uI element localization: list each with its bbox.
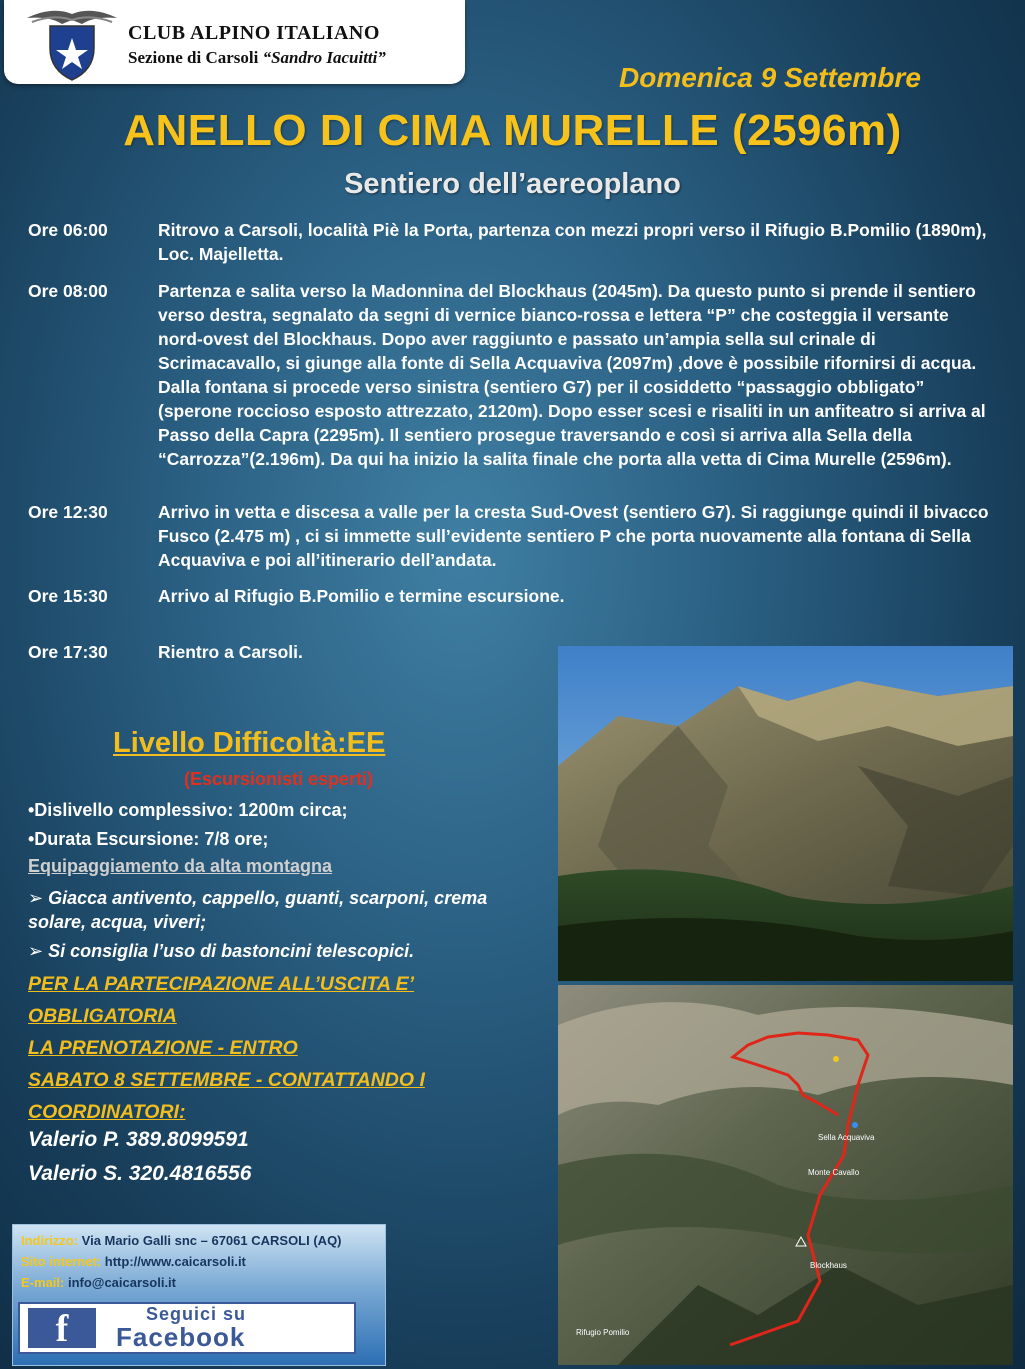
map-label-blockhaus: Blockhaus	[810, 1261, 847, 1270]
booking-line: OBBLIGATORIA	[28, 1005, 177, 1027]
schedule-time: Ore 15:30	[28, 586, 108, 606]
route-map	[558, 985, 1013, 1365]
equipment-item: ➢ Si consiglia l’uso di bastoncini telescopici.	[28, 941, 415, 961]
schedule-time: Ore 12:30	[28, 502, 108, 522]
elevation-info: •Dislivello complessivo: 1200m circa;	[28, 800, 348, 820]
difficulty-subtitle: (Escursionisti esperti)	[184, 769, 374, 789]
waypoint-marker	[852, 1122, 858, 1128]
map-label-monte-cavallo: Monte Cavallo	[808, 1168, 860, 1177]
org-section	[128, 48, 386, 68]
schedule-text: Arrivo al Rifugio B.Pomilio e termine escursione.	[158, 586, 565, 606]
site-label: Sito internet:	[21, 1254, 102, 1269]
booking-line: COORDINATORI:	[28, 1101, 186, 1123]
equipment-title: Equipaggiamento da alta montagna	[28, 856, 333, 876]
page-subtitle: Sentiero dell’aereoplano	[344, 168, 681, 200]
equipment-item: ➢ Giacca antivento, cappello, guanti, scarponi, crema solare, acqua, viveri;	[28, 888, 488, 932]
mountain-photo	[558, 646, 1013, 981]
address-label: Indirizzo:	[21, 1233, 79, 1248]
facebook-follow-label: Seguici su	[146, 1304, 247, 1324]
page-title: ANELLO DI CIMA MURELLE (2596m)	[123, 106, 902, 155]
header-logo-box	[4, 0, 465, 84]
event-date: Domenica 9 Settembre	[619, 62, 921, 93]
facebook-icon: f	[28, 1308, 96, 1348]
email-label: E-mail:	[21, 1275, 65, 1290]
booking-line: LA PRENOTAZIONE - ENTRO	[28, 1037, 298, 1059]
email-link[interactable]: info@caicarsoli.it	[64, 1275, 176, 1290]
difficulty-title: Livello Difficoltà:EE	[113, 727, 386, 759]
footer-site	[21, 1254, 246, 1269]
map-label-sella-acquaviva: Sella Acquaviva	[818, 1133, 875, 1142]
schedule-text: Ritrovo a Carsoli, località Piè la Porta, partenza con mezzi propri verso il Rifugio B.Pomilio (1890m), Loc. Majelletta.	[158, 220, 987, 264]
footer-email	[21, 1275, 176, 1290]
facebook-label: Facebook	[116, 1322, 246, 1352]
section-name: “Sandro Iacuitti”	[262, 48, 386, 67]
footer-address	[21, 1233, 342, 1248]
cai-emblem-icon	[22, 4, 122, 82]
schedule-time: Ore 08:00	[28, 281, 108, 301]
map-label-rifugio: Rifugio Pomilio	[576, 1328, 630, 1337]
schedule-time: Ore 17:30	[28, 642, 108, 662]
contact-phone: Valerio S. 320.4816556	[28, 1162, 252, 1185]
schedule-time: Ore 06:00	[28, 220, 108, 240]
section-prefix: Sezione di Carsoli	[128, 48, 263, 67]
org-name: CLUB ALPINO ITALIANO	[128, 22, 380, 44]
site-link[interactable]: http://www.caicarsoli.it	[101, 1254, 246, 1269]
duration-info: •Durata Escursione: 7/8 ore;	[28, 829, 269, 849]
schedule-text: Arrivo in vetta e discesa a valle per la cresta Sud-Ovest (sentiero G7). Si raggiunge quindi il bivacco Fusco (2.475 m) , ci si immette sull’evidente sentiero P che porta nuovamente alla fontana di Sella Acquaviva e poi all’itinerario dell’andata.	[158, 502, 989, 570]
address-value: Via Mario Galli snc – 67061 CARSOLI (AQ)	[78, 1233, 342, 1248]
booking-line: PER LA PARTECIPAZIONE ALL’USCITA E’	[28, 973, 415, 995]
booking-notice	[28, 968, 508, 1128]
facebook-button[interactable]	[18, 1302, 356, 1354]
schedule-text: Rientro a Carsoli.	[158, 642, 303, 662]
booking-line: SABATO 8 SETTEMBRE - CONTATTANDO I	[28, 1069, 425, 1091]
schedule-text: Partenza e salita verso la Madonnina del Blockhaus (2045m). Da questo punto si prende il sentiero verso destra, segnalato da segni di vernice bianco-rossa e lettera “P” che costeggia il versante nord-ovest del Blockhaus. Dopo aver raggiunto e passato un’ampia sella sul crinale di Scrimacavallo, si giunge alla fonte di Sella Acquaviva (2097m) ,dove è possibile rifornirsi di acqua. Dalla fontana si procede verso sinistra (sentiero G7) per il cosiddetto “passaggio obbligato” (sperone roccioso esposto attrezzato, 2120m). Dopo esser scesi e risaliti in un anfiteatro si arriva al Passo della Capra (2295m). Il sentiero prosegue traversando e così si arriva alla Sella della “Carrozza”(2.196m). Da qui ha inizio la salita finale che porta alla vetta di Cima Murelle (2596m).	[158, 281, 986, 469]
waypoint-marker	[833, 1056, 839, 1062]
contact-phone: Valerio P. 389.8099591	[28, 1128, 249, 1151]
